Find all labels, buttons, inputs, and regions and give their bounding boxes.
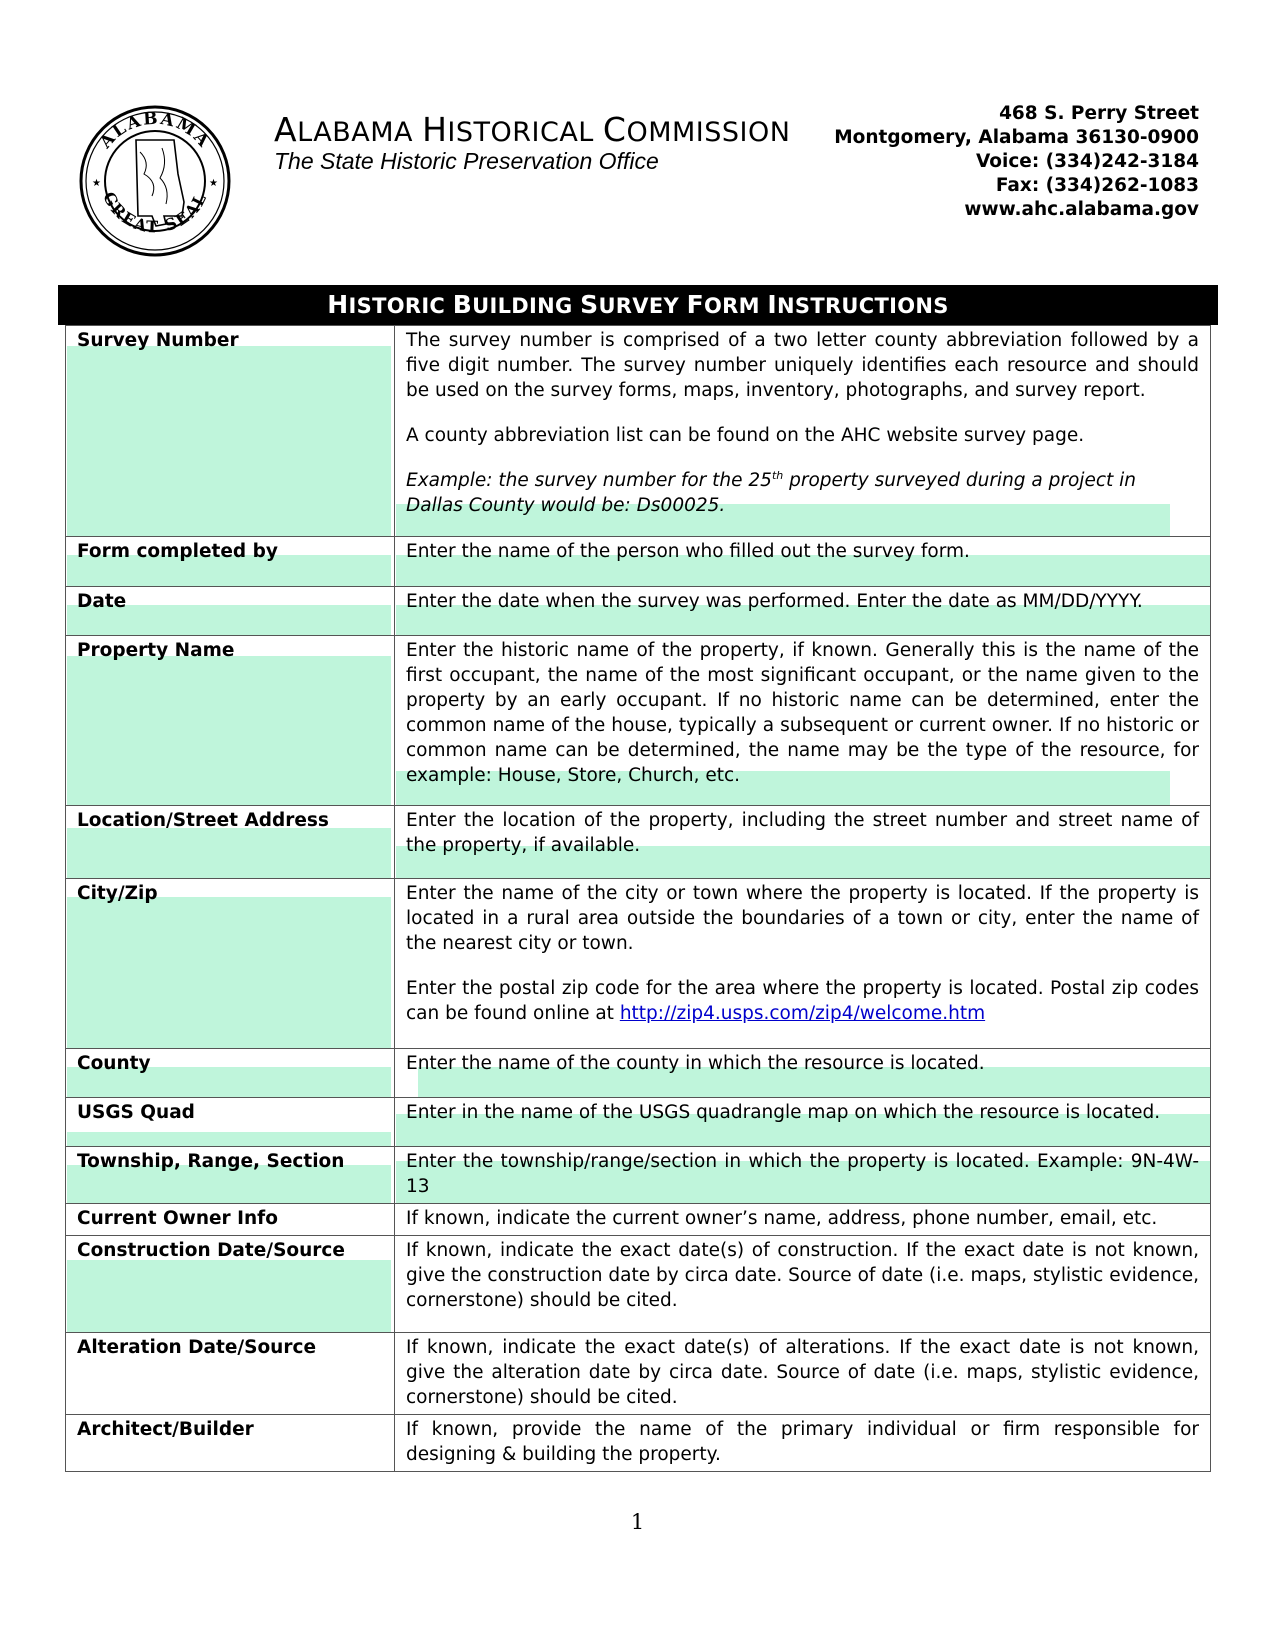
- table-row: [66, 326, 1211, 537]
- form-title: HISTORIC BUILDING SURVEY FORM INSTRUCTIONS: [58, 285, 1218, 325]
- svg-text:★: ★: [209, 178, 218, 189]
- row-description: If known, indicate the exact date(s) of construction. If the exact date is not known, give the construction date by circa date. Source of date (i.e. maps, stylistic evidence, cornerstone) should be cited.: [395, 1236, 1211, 1333]
- table-row: [66, 1147, 1211, 1204]
- row-label: Property Name: [66, 636, 395, 806]
- row-label: Survey Number: [66, 326, 395, 537]
- row-description: If known, indicate the current owner’s name, address, phone number, email, etc.: [395, 1204, 1211, 1236]
- address-voice: Voice: (334)242-3184: [975, 151, 1199, 172]
- row-description: Enter the name of the county in which the resource is located.: [395, 1049, 1211, 1098]
- row-description: Enter the name of the person who filled out the survey form.: [395, 537, 1211, 587]
- row-description: Enter the historic name of the property, if known. Generally this is the name of the first occupant, the name of the most significant occupant, or the name given to the property by an early occupant. If no historic name can be determined, enter the common name of the house, typically a subsequent or current owner. If no historic or common name can be determined, the name may be the type of the resource, for example: House, Store, Church, etc.: [395, 636, 1211, 806]
- address-website[interactable]: www.ahc.alabama.gov: [964, 199, 1199, 220]
- svg-text:★: ★: [92, 178, 101, 189]
- row-description: The survey number is comprised of a two letter county abbreviation followed by a five digit number. The survey number uniquely identifies each resource and should be used on the survey forms, maps, inventory, photographs, and survey report. A county abbreviation list can be found on the AHC website survey page. Example: the survey number for the 25th property surveyed during a project in Dallas County would be: Ds00025.: [395, 326, 1211, 537]
- table-row: [66, 1236, 1211, 1333]
- alabama-great-seal-logo: [78, 104, 232, 258]
- row-label: Location/Street Address: [66, 806, 395, 879]
- row-label: Date: [66, 587, 395, 636]
- organization-subtitle: The State Historic Preservation Office: [274, 148, 659, 174]
- page-number: 1: [630, 1510, 645, 1534]
- row-label: USGS Quad: [66, 1098, 395, 1147]
- row-label: Alteration Date/Source: [66, 1333, 395, 1415]
- row-description: Enter the location of the property, including the street number and street name of the property, if available.: [395, 806, 1211, 879]
- row-description: Enter the date when the survey was performed. Enter the date as MM/DD/YYYY.: [395, 587, 1211, 636]
- row-description: Enter the name of the city or town where the property is located. If the property is located in a rural area outside the boundaries of a town or city, enter the name of the nearest city or town. Enter the postal zip code for the area where the property is located. Postal zip codes can be found online at http://zip4.usps.com/zip4/welcome.htm: [395, 879, 1211, 1049]
- row-label: Current Owner Info: [66, 1204, 395, 1236]
- address-fax: Fax: (334)262-1083: [995, 175, 1199, 196]
- table-row: [66, 1333, 1211, 1415]
- row-label: County: [66, 1049, 395, 1098]
- table-row: [66, 1415, 1211, 1472]
- instructions-table: [65, 325, 1211, 1472]
- row-label: Construction Date/Source: [66, 1236, 395, 1333]
- address-city: Montgomery, Alabama 36130-0900: [834, 127, 1199, 148]
- contact-address: [834, 102, 1199, 222]
- row-description: Enter in the name of the USGS quadrangle map on which the resource is located.: [395, 1098, 1211, 1147]
- table-row: [66, 587, 1211, 636]
- row-label: Architect/Builder: [66, 1415, 395, 1472]
- zip-lookup-link[interactable]: http://zip4.usps.com/zip4/welcome.htm: [619, 1003, 986, 1024]
- organization-name: ALABAMA HISTORICAL COMMISSION: [274, 110, 791, 149]
- row-label: City/Zip: [66, 879, 395, 1049]
- table-row: [66, 1098, 1211, 1147]
- table-row: [66, 636, 1211, 806]
- table-row: [66, 806, 1211, 879]
- table-row: [66, 879, 1211, 1049]
- row-label: Township, Range, Section: [66, 1147, 395, 1204]
- table-row: [66, 1049, 1211, 1098]
- address-street: 468 S. Perry Street: [999, 103, 1199, 124]
- row-label: Form completed by: [66, 537, 395, 587]
- row-description: Enter the township/range/section in which the property is located. Example: 9N-4W-13: [395, 1147, 1211, 1204]
- table-row: [66, 1204, 1211, 1236]
- table-row: [66, 537, 1211, 587]
- svg-text:GREAT SEAL: GREAT SEAL: [99, 188, 211, 237]
- svg-text:ALABAMA: ALABAMA: [95, 108, 215, 153]
- row-description: If known, provide the name of the primary individual or firm responsible for designing & building the property.: [395, 1415, 1211, 1472]
- row-description: If known, indicate the exact date(s) of alterations. If the exact date is not known, give the alteration date by circa date. Source of date (i.e. maps, stylistic evidence, cornerstone) should be cited.: [395, 1333, 1211, 1415]
